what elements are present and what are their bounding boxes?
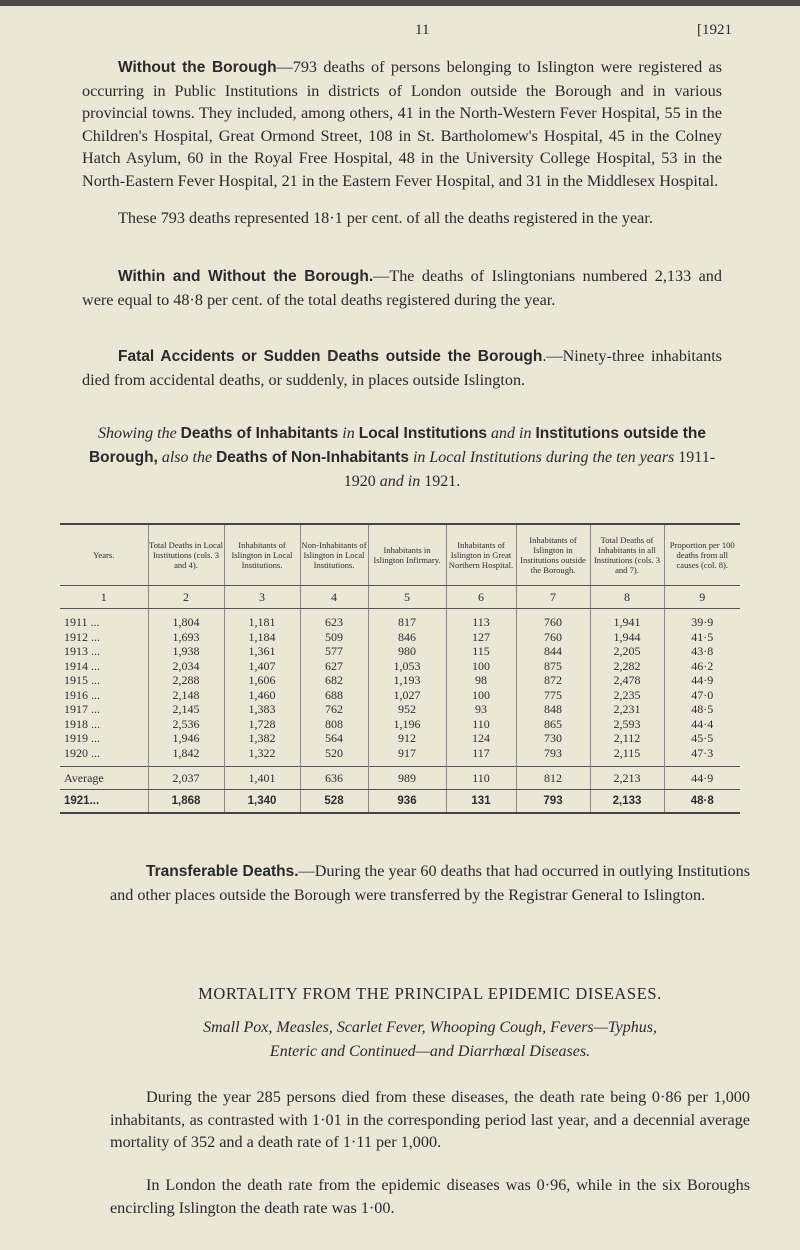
table-cell: 760: [516, 630, 590, 645]
table-cell: 1,361: [224, 644, 300, 659]
page-header: [82, 0, 732, 50]
report-year: [1921: [697, 22, 732, 38]
table-cell: 100: [446, 659, 516, 674]
caption-part: Local Institutions: [358, 424, 488, 442]
table-cell: 817: [368, 615, 446, 630]
table-cell: 865: [516, 717, 590, 732]
table-cell: 793: [516, 790, 590, 814]
represented-paragraph: These 793 deaths represented 18·1 per cent. of all the deaths registered in the year.: [118, 208, 653, 227]
table-cell: 2,034: [148, 659, 224, 674]
fatal-accidents-heading: Fatal Accidents or Sudden Deaths outside the Borough: [118, 348, 543, 366]
table-cell: 2,231: [590, 702, 664, 717]
table-cell: 1,804: [148, 615, 224, 630]
without-borough-paragraph: [82, 56, 722, 193]
table-cell: 2,536: [148, 717, 224, 732]
table-cell: 1,322: [224, 746, 300, 761]
table-cell: 917: [368, 746, 446, 761]
table-row: [60, 630, 740, 645]
table-cell: 44·4: [664, 717, 740, 732]
table-cell: 848: [516, 702, 590, 717]
table-cell: 980: [368, 644, 446, 659]
table-cell: 1,027: [368, 688, 446, 703]
transferable-paragraph: [110, 860, 750, 906]
table-cell: 1,941: [590, 615, 664, 630]
fatal-accidents-paragraph: [82, 345, 722, 391]
transferable-heading: Transferable Deaths.: [146, 863, 299, 880]
caption-part: in: [342, 424, 355, 442]
table-cell: 44·9: [664, 767, 740, 790]
table-cell: 1,181: [224, 615, 300, 630]
caption-part: Deaths of Non-Inhabitants: [216, 448, 409, 466]
caption-part: also the: [161, 448, 213, 466]
header-cell: Inhabitants in Islington Infirmary.: [368, 524, 446, 586]
table-cell: 2,213: [590, 767, 664, 790]
table-cell: 93: [446, 702, 516, 717]
epidemic-title: MORTALITY FROM THE PRINCIPAL EPIDEMIC DISEASES.: [198, 984, 662, 1004]
header-cell: Proportion per 100 deaths from all causes (col. 8).: [664, 524, 740, 586]
table-cell: 2,115: [590, 746, 664, 761]
table-row: [60, 688, 740, 703]
fatal-accidents-text: .—Ninety-three inhabitants died from accidental deaths, or suddenly, in places outside Islington.: [82, 347, 722, 389]
table-cell: Average: [60, 767, 148, 790]
table-cell: 1915 ...: [64, 673, 100, 687]
lower-section: [110, 860, 750, 1219]
table-cell: 844: [516, 644, 590, 659]
column-number: 6: [446, 586, 516, 609]
table-cell: 124: [446, 731, 516, 746]
table-cell: 1919 ...: [64, 731, 100, 745]
table-cell: 1,868: [148, 790, 224, 814]
table-cell: 912: [368, 731, 446, 746]
table-cell: 872: [516, 673, 590, 688]
table-cell: 98: [446, 673, 516, 688]
table-cell: 760: [516, 615, 590, 630]
table-cell: 39·9: [664, 615, 740, 630]
table-cell: 2,593: [590, 717, 664, 732]
column-number-row: [60, 586, 740, 609]
column-number: 1: [60, 586, 148, 609]
table-cell: 1,193: [368, 673, 446, 688]
table-cell: 520: [300, 746, 368, 761]
header-cell: Inhabitants of Islington in Local Institutions.: [224, 524, 300, 586]
table-cell: 952: [368, 702, 446, 717]
epidemic-paragraph-2: In London the death rate from the epidemic diseases was 0·96, while in the six Boroughs encircling Islington the death rate was 1·00.: [110, 1175, 750, 1217]
table-cell: 110: [446, 767, 516, 790]
table-cell: 2,133: [590, 790, 664, 814]
table-cell: 1,944: [590, 630, 664, 645]
within-borough-heading: Within and Without the Borough.: [118, 268, 374, 286]
table-cell: 682: [300, 673, 368, 688]
table-cell: 1,196: [368, 717, 446, 732]
table-cell: 1,842: [148, 746, 224, 761]
epidemic-subtitle-line-1: Small Pox, Measles, Scarlet Fever, Whooping Cough, Fevers—Typhus,: [203, 1019, 657, 1037]
table-cell: 44·9: [664, 673, 740, 688]
table-cell: 1913 ...: [64, 644, 100, 658]
caption-part: and in: [379, 472, 421, 490]
table-cell: 509: [300, 630, 368, 645]
caption-part: 1911-1920: [343, 448, 716, 490]
within-borough-paragraph: [82, 265, 722, 311]
caption-part: 1921.: [424, 472, 461, 490]
table-cell: 808: [300, 717, 368, 732]
table-cell: 1,340: [224, 790, 300, 814]
table-cell: 115: [446, 644, 516, 659]
table-cell: 1,938: [148, 644, 224, 659]
caption-part: in Local Institutions during the ten years: [412, 448, 675, 466]
header-cell: Inhabitants of Islington in Institutions outside the Borough.: [516, 524, 590, 586]
table-cell: 812: [516, 767, 590, 790]
table-cell: 1916 ...: [64, 687, 100, 702]
table-cell: 936: [368, 790, 446, 814]
table-cell: 45·5: [664, 731, 740, 746]
page-number: 11: [415, 22, 430, 38]
table-cell: 43·8: [664, 644, 740, 659]
table-cell: 762: [300, 702, 368, 717]
table-cell: 2,037: [148, 767, 224, 790]
table-cell: 1917 ...: [64, 702, 100, 716]
table-cell: 127: [446, 630, 516, 645]
table-cell: 110: [446, 717, 516, 732]
without-borough-heading: Without the Borough: [118, 59, 277, 76]
table-cell: 1,184: [224, 630, 300, 645]
table-row: [60, 644, 740, 659]
table-cell: 577: [300, 644, 368, 659]
table-cell: 1911 ...: [64, 615, 100, 629]
table-cell: 564: [300, 731, 368, 746]
table-cell: 1921...: [60, 790, 148, 814]
average-row: [60, 767, 740, 790]
table-cell: 1,053: [368, 659, 446, 674]
table-cell: 2,235: [590, 688, 664, 703]
table-cell: 2,205: [590, 644, 664, 659]
table-cell: 2,282: [590, 659, 664, 674]
table-cell: 41·5: [664, 630, 740, 645]
table-cell: 47·3: [664, 746, 740, 761]
header-cell: Total Deaths of Inhabitants in all Institutions (cols. 3 and 7).: [590, 524, 664, 586]
table-cell: 113: [446, 615, 516, 630]
header-cell: Inhabitants of Islington in Great Northern Hospital.: [446, 524, 516, 586]
table-cell: 623: [300, 615, 368, 630]
document-page: [82, 0, 732, 494]
table-row: [60, 731, 740, 746]
table-cell: 1,401: [224, 767, 300, 790]
epidemic-paragraph-1: During the year 285 persons died from these diseases, the death rate being 0·86 per 1,000 inhabitants, as contrasted with 1·01 in the corresponding period last year, and a decennial average mortality of 352 and a death rate of 1·11 per 1,000.: [110, 1088, 750, 1152]
table-cell: 846: [368, 630, 446, 645]
column-number: 9: [664, 586, 740, 609]
table-row: [60, 702, 740, 717]
table-cell: 1,382: [224, 731, 300, 746]
table-cell: 1,460: [224, 688, 300, 703]
table-cell: 131: [446, 790, 516, 814]
header-cell: Total Deaths in Local Institutions (cols. 3 and 4).: [148, 524, 224, 586]
table-cell: 989: [368, 767, 446, 790]
table-cell: 2,288: [148, 673, 224, 688]
table-cell: 1,693: [148, 630, 224, 645]
table-cell: 775: [516, 688, 590, 703]
table-cell: 1,606: [224, 673, 300, 688]
table-cell: 2,478: [590, 673, 664, 688]
table-cell: 2,112: [590, 731, 664, 746]
table-cell: 48·8: [664, 790, 740, 814]
table-cell: 688: [300, 688, 368, 703]
without-borough-text: —793 deaths of persons belonging to Islington were registered as occurring in Public Institutions in districts of London outside the Borough and in various provincial towns. They included, among others, 41 in the North-Western Fever Hospital, 55 in the Children's Hospital, Great Ormond Street, 108 in St. Bartholomew's Hospital, 45 in the Colney Hatch Asylum, 60 in the Royal Free Hospital, 48 in the University College Hospital, 53 in the North-Eastern Fever Hospital, 21 in the Eastern Fever Hospital, and 31 in the Middlesex Hospital.: [82, 58, 722, 190]
column-number: 5: [368, 586, 446, 609]
table-cell: 636: [300, 767, 368, 790]
table-row: [60, 673, 740, 688]
current-year-row: [60, 790, 740, 814]
caption-part: Deaths of Inhabitants: [180, 424, 339, 442]
table-row: [60, 615, 740, 630]
table-cell: 1,407: [224, 659, 300, 674]
table-cell: 875: [516, 659, 590, 674]
deaths-table: [60, 523, 740, 814]
table-cell: 1,728: [224, 717, 300, 732]
header-cell: Non-Inhabitants of Islington in Local Institutions.: [300, 524, 368, 586]
table-cell: 730: [516, 731, 590, 746]
table-cell: 1912 ...: [64, 629, 100, 644]
caption-part: and in: [491, 424, 532, 442]
column-number: 4: [300, 586, 368, 609]
table-cell: 1918 ...: [64, 716, 100, 731]
table-cell: 2,148: [148, 688, 224, 703]
table-cell: 48·5: [664, 702, 740, 717]
table-cell: 1920 ...: [64, 745, 100, 760]
table-row: [60, 717, 740, 732]
table-cell: 793: [516, 746, 590, 761]
caption-part: Showing the: [98, 424, 177, 442]
table-cell: 117: [446, 746, 516, 761]
epidemic-subtitle: [110, 1016, 750, 1064]
table-cell: 528: [300, 790, 368, 814]
epidemic-subtitle-line-2: Enteric and Continued—and Diarrhœal Diseases.: [269, 1043, 591, 1061]
table-cell: 2,145: [148, 702, 224, 717]
column-number: 8: [590, 586, 664, 609]
column-number: 2: [148, 586, 224, 609]
table-row: [60, 659, 740, 674]
caption-part: Institutions outside the Borough,: [88, 424, 706, 466]
column-number: 7: [516, 586, 590, 609]
within-borough-text: —The deaths of Islingtonians numbered 2,133 and were equal to 48·8 per cent. of the total deaths registered during the year.: [82, 267, 722, 309]
table-cell: 1,946: [148, 731, 224, 746]
column-number: 3: [224, 586, 300, 609]
table-caption: [82, 422, 722, 494]
table-row: [60, 746, 740, 761]
table-cell: 1914 ...: [64, 658, 100, 673]
table-header-row: [60, 524, 740, 586]
table-cell: 627: [300, 659, 368, 674]
table-cell: 46·2: [664, 659, 740, 674]
table-cell: 100: [446, 688, 516, 703]
header-cell: Years.: [60, 524, 148, 586]
transferable-text: —During the year 60 deaths that had occurred in outlying Institutions and other places outside the Borough were transferred by the Registrar General to Islington.: [110, 862, 750, 904]
table-cell: 47·0: [664, 688, 740, 703]
table-cell: 1,383: [224, 702, 300, 717]
